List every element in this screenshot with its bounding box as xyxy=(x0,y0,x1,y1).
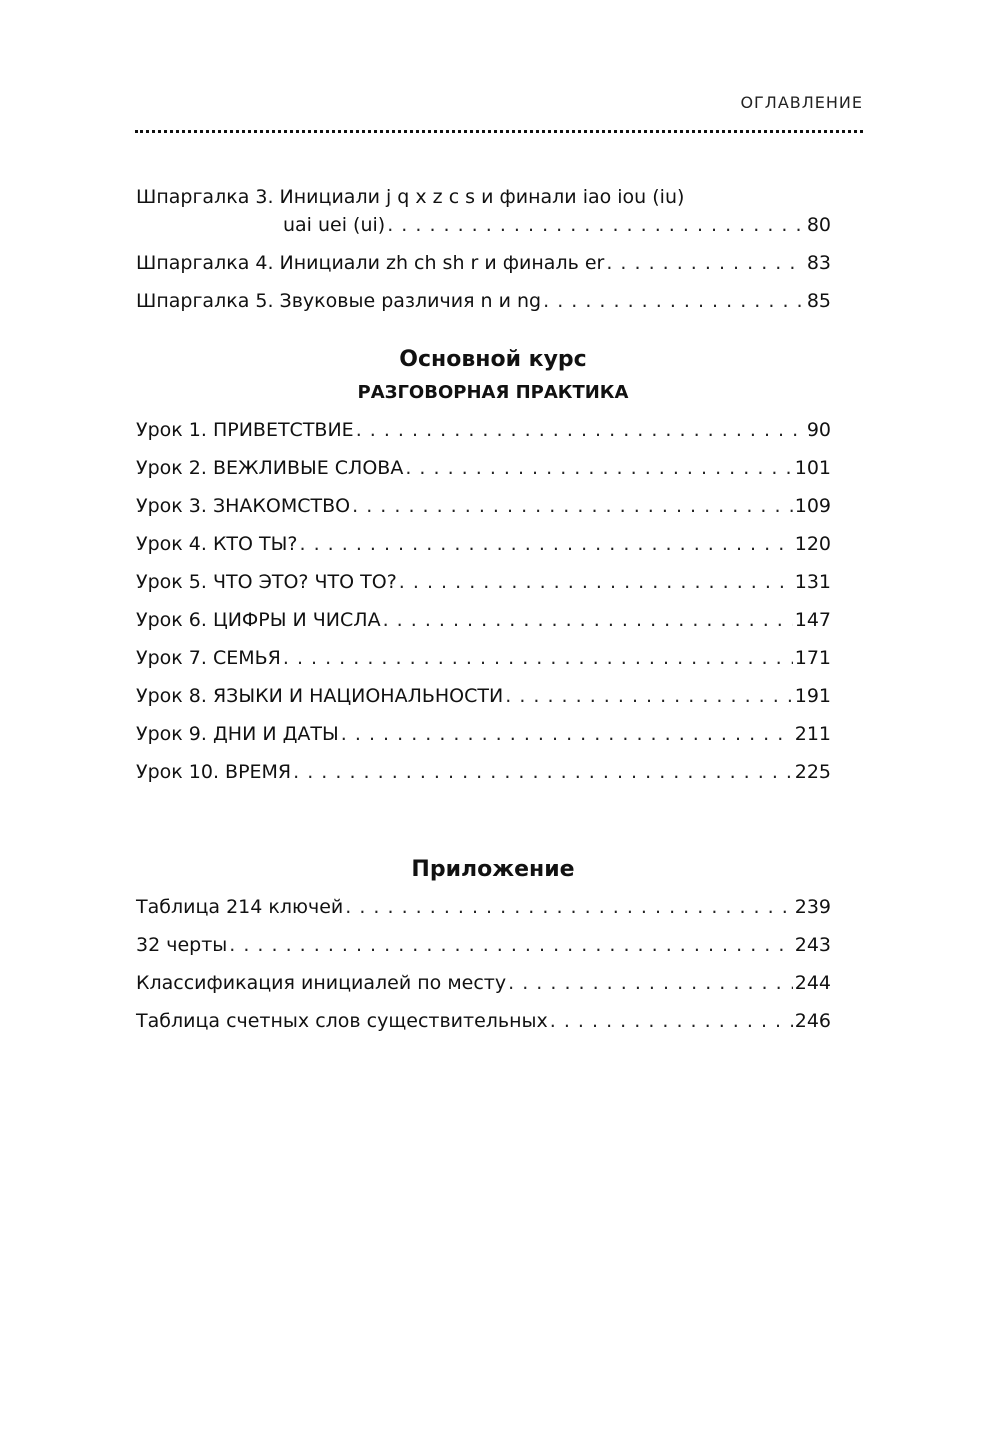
toc-entry-title: Урок 9. ДНИ И ДАТЫ xyxy=(136,723,339,745)
toc-entry-cheatsheet-5[interactable] xyxy=(136,290,831,318)
toc-entry-title: Урок 10. ВРЕМЯ xyxy=(136,761,292,783)
dotted-rule xyxy=(135,130,863,133)
dot-leader xyxy=(229,934,792,956)
toc-entry-title: Шпаргалка 5. Звуковые различия n и ng xyxy=(136,290,542,312)
toc-entry-lesson[interactable] xyxy=(136,533,831,561)
dot-leader xyxy=(345,896,792,918)
toc-entry-page: 244 xyxy=(794,972,831,994)
toc-entry-title: 32 черты xyxy=(136,934,228,956)
toc-entry-lesson[interactable] xyxy=(136,647,831,675)
dot-leader xyxy=(405,457,792,479)
toc-entry-lesson[interactable] xyxy=(136,457,831,485)
toc-entry-lesson[interactable] xyxy=(136,761,831,789)
toc-entry-cheatsheet-3[interactable] xyxy=(283,214,831,242)
toc-entry-lesson[interactable] xyxy=(136,685,831,713)
toc-entry-title: Шпаргалка 4. Инициали zh ch sh r и финаль er xyxy=(136,252,605,274)
dot-leader xyxy=(505,685,793,707)
toc-entry-appendix[interactable] xyxy=(136,934,831,962)
toc-entry-page: 109 xyxy=(794,495,831,517)
toc-entry-title: Классификация инициалей по месту xyxy=(136,972,507,994)
dot-leader xyxy=(341,723,793,745)
toc-entry-page: 131 xyxy=(794,571,831,593)
toc-entry-title: Урок 5. ЧТО ЭТО? ЧТО ТО? xyxy=(136,571,397,593)
toc-entry-title: Урок 6. ЦИФРЫ И ЧИСЛА xyxy=(136,609,381,631)
toc-entry-page: 90 xyxy=(806,419,831,441)
toc-entry-lesson[interactable] xyxy=(136,495,831,523)
toc-entry-appendix[interactable] xyxy=(136,1010,831,1038)
dot-leader xyxy=(383,609,793,631)
toc-entry-page: 80 xyxy=(806,214,831,236)
toc-entry-page: 243 xyxy=(794,934,831,956)
dot-leader xyxy=(293,761,793,783)
toc-entry-cheatsheet-3-line1[interactable]: Шпаргалка 3. Инициали j q x z c s и финали iao iou (iu) xyxy=(136,186,685,208)
toc-entry-title: Урок 7. СЕМЬЯ xyxy=(136,647,281,669)
toc-entry-page: 171 xyxy=(794,647,831,669)
dot-leader xyxy=(399,571,793,593)
toc-entry-lesson[interactable] xyxy=(136,571,831,599)
toc-entry-page: 147 xyxy=(794,609,831,631)
dot-leader xyxy=(300,533,793,555)
dot-leader xyxy=(508,972,793,994)
running-head: ОГЛАВЛЕНИЕ xyxy=(740,93,863,112)
toc-entry-page: 191 xyxy=(794,685,831,707)
dot-leader xyxy=(352,495,793,517)
toc-entry-page: 101 xyxy=(794,457,831,479)
dot-leader xyxy=(356,419,805,441)
dot-leader xyxy=(387,214,805,236)
section-heading-appendix: Приложение xyxy=(411,857,575,882)
toc-entry-appendix[interactable] xyxy=(136,896,831,924)
toc-entry-page: 239 xyxy=(794,896,831,918)
toc-entry-title: Таблица 214 ключей xyxy=(136,896,344,918)
dot-leader xyxy=(550,1010,793,1032)
dot-leader xyxy=(606,252,804,274)
toc-entry-cheatsheet-4[interactable] xyxy=(136,252,831,280)
toc-entry-title: uai uei (ui) xyxy=(283,214,386,236)
toc-entry-page: 120 xyxy=(794,533,831,555)
toc-entry-title: Урок 4. КТО ТЫ? xyxy=(136,533,298,555)
toc-entry-page: 83 xyxy=(806,252,831,274)
toc-entry-title: Урок 1. ПРИВЕТСТВИЕ xyxy=(136,419,354,441)
dot-leader xyxy=(543,290,805,312)
toc-entry-page: 85 xyxy=(806,290,831,312)
toc-entry-appendix[interactable] xyxy=(136,972,831,1000)
toc-entry-page: 211 xyxy=(794,723,831,745)
toc-entry-lesson[interactable] xyxy=(136,419,831,447)
toc-entry-title: Урок 8. ЯЗЫКИ И НАЦИОНАЛЬНОСТИ xyxy=(136,685,504,707)
toc-entry-title: Урок 2. ВЕЖЛИВЫЕ СЛОВА xyxy=(136,457,404,479)
toc-entry-lesson[interactable] xyxy=(136,609,831,637)
section-subheading-conversation: РАЗГОВОРНАЯ ПРАКТИКА xyxy=(357,382,629,403)
toc-entry-page: 246 xyxy=(794,1010,831,1032)
toc-entry-page: 225 xyxy=(794,761,831,783)
toc-entry-title: Таблица счетных слов существительных xyxy=(136,1010,548,1032)
dot-leader xyxy=(283,647,793,669)
section-heading-main-course: Основной курс xyxy=(399,347,587,372)
toc-entry-title: Урок 3. ЗНАКОМСТВО xyxy=(136,495,351,517)
toc-entry-lesson[interactable] xyxy=(136,723,831,751)
